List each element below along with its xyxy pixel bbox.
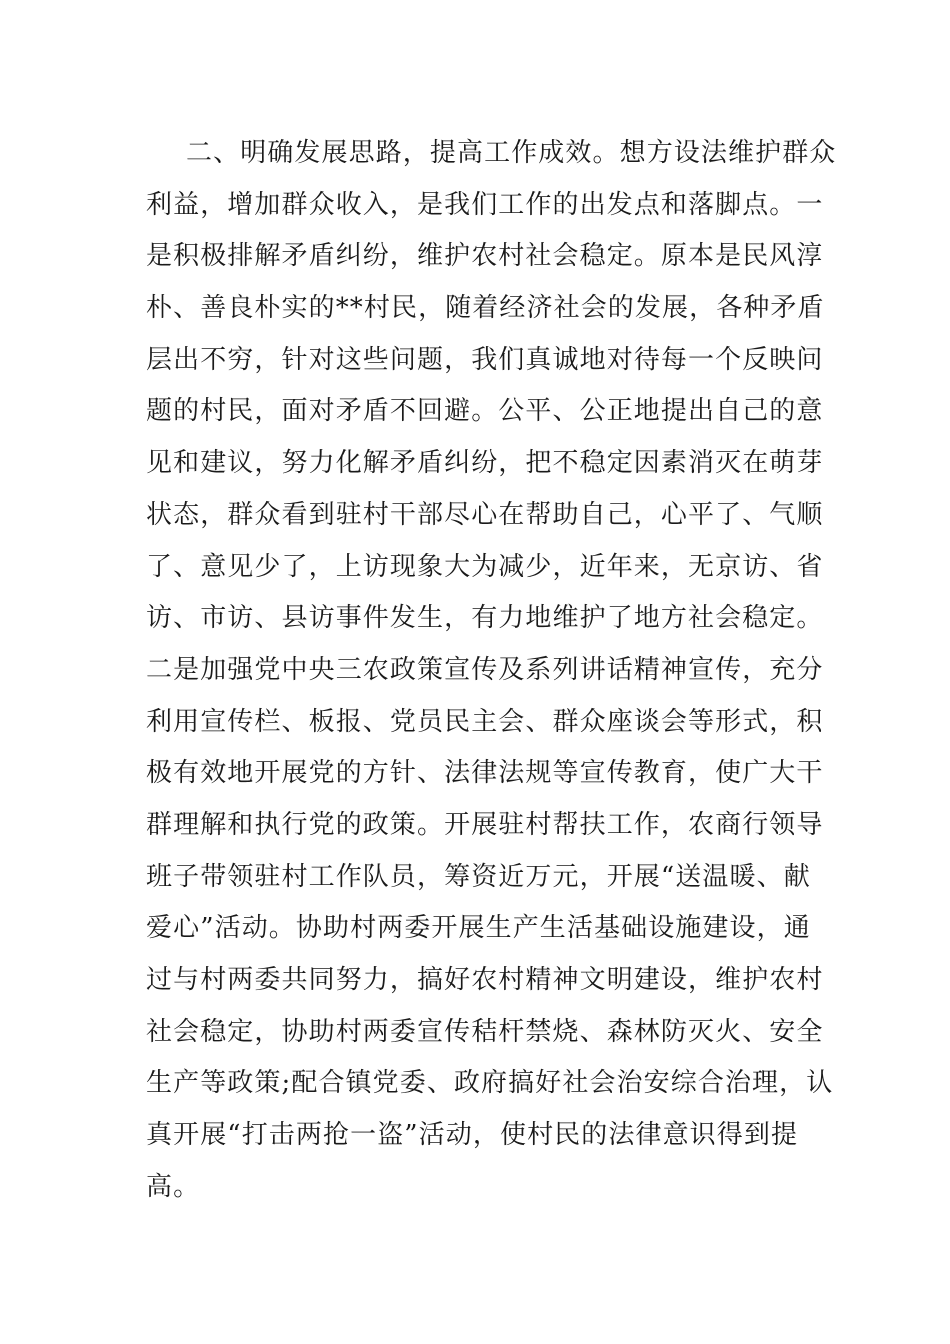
paragraph-line: 利用宣传栏、板报、党员民主会、群众座谈会等形式，积	[146, 706, 824, 737]
paragraph-line: 班子带领驻村工作队员，筹资近万元，开展“送温暖、献	[146, 861, 811, 892]
paragraph-line: 见和建议，努力化解矛盾纠纷，把不稳定因素消灭在萌芽	[146, 448, 824, 479]
paragraph-line: 了、意见少了，上访现象大为减少，近年来，无京访、省	[146, 551, 824, 582]
paragraph-line: 层出不穷，针对这些问题，我们真诚地对待每一个反映问	[146, 344, 824, 375]
paragraph-line: 二、明确发展思路，提高工作成效。想方设法维护群众	[186, 138, 837, 168]
paragraph-line: 高。	[146, 1171, 201, 1202]
paragraph-line: 真开展“打击两抢一盗”活动，使村民的法律意识得到提	[146, 1120, 799, 1151]
paragraph-line: 朴、善良朴实的**村民，随着经济社会的发展，各种矛盾	[146, 293, 825, 324]
paragraph-line: 极有效地开展党的方针、法律法规等宣传教育，使广大干	[146, 758, 824, 789]
paragraph-line: 过与村两委共同努力，搞好农村精神文明建设，维护农村	[146, 965, 824, 995]
paragraph-line: 社会稳定，协助村两委宣传秸杆禁烧、森林防灭火、安全	[146, 1016, 824, 1047]
paragraph-line: 二是加强党中央三农政策宣传及系列讲话精神宣传，充分	[146, 654, 824, 685]
paragraph-line: 爱心”活动。协助村两委开展生产生活基础设施建设，通	[146, 913, 811, 944]
document-body	[146, 128, 837, 1213]
paragraph-line: 状态，群众看到驻村干部尽心在帮助自己，心平了、气顺	[146, 499, 824, 530]
paragraph-line: 利益，增加群众收入，是我们工作的出发点和落脚点。一	[146, 189, 824, 220]
paragraph-line: 是积极排解矛盾纠纷，维护农村社会稳定。原本是民风淳	[146, 241, 824, 272]
paragraph-line: 访、市访、县访事件发生，有力地维护了地方社会稳定。	[146, 603, 824, 634]
paragraph-line: 生产等政策;配合镇党委、政府搞好社会治安综合治理，认	[146, 1068, 834, 1099]
paragraph-line: 题的村民，面对矛盾不回避。公平、公正地提出自己的意	[146, 396, 824, 427]
paragraph-line: 群理解和执行党的政策。开展驻村帮扶工作，农商行领导	[146, 809, 824, 840]
